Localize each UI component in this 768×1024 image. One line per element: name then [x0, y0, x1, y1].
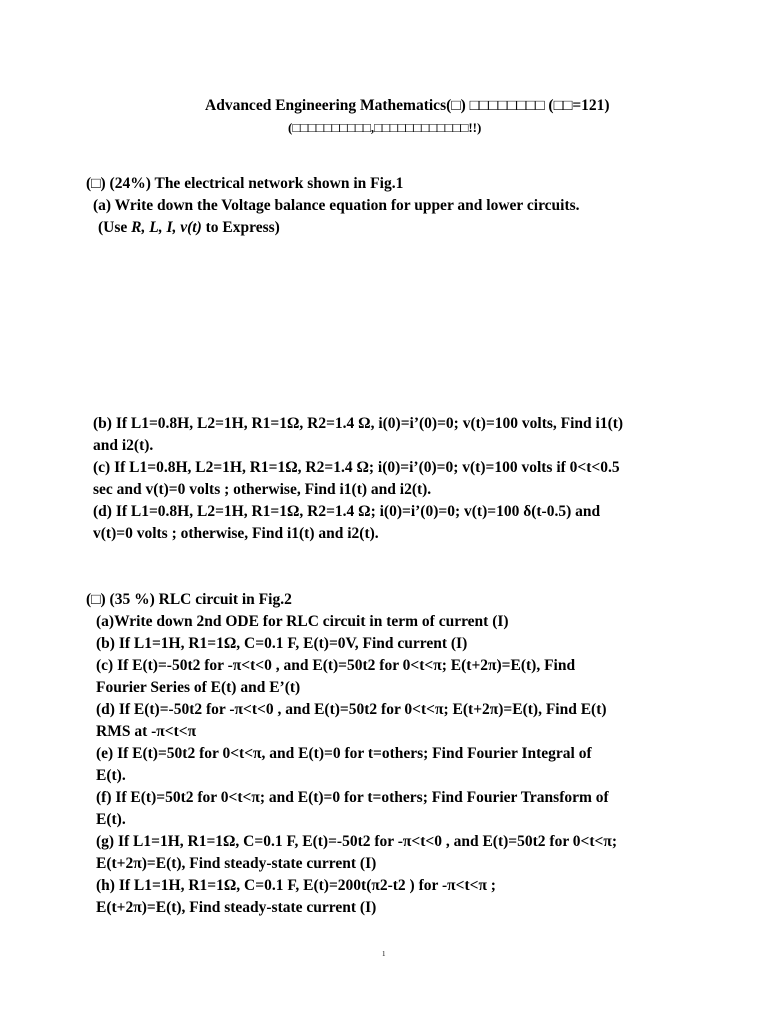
q2-g-line2: E(t+2π)=E(t), Find steady-state current (I): [96, 855, 377, 872]
q2-h-line2: E(t+2π)=E(t), Find steady-state current (I): [96, 899, 377, 916]
q1-d-line1: (d) If L1=0.8H, L2=1H, R1=1Ω, R2=1.4 Ω; i(0)=i’(0)=0; v(t)=100 δ(t-0.5) and: [93, 503, 601, 520]
q2-c-line2: Fourier Series of E(t) and E’(t): [96, 679, 301, 696]
q1-d-line2: v(t)=0 volts ; otherwise, Find i1(t) and i2(t).: [93, 525, 379, 542]
q2-heading: (□) (35 %) RLC circuit in Fig.2: [86, 591, 292, 608]
q2-e-line2: E(t).: [96, 767, 126, 784]
q1-b-line2: and i2(t).: [93, 437, 154, 454]
q1-a-line2: (Use R, L, I, v(t) to Express): [98, 219, 280, 236]
q2-b: (b) If L1=1H, R1=1Ω, C=0.1 F, E(t)=0V, Find current (I): [96, 635, 468, 652]
q2-a: (a)Write down 2nd ODE for RLC circuit in term of current (I): [96, 613, 509, 630]
q2-d-line2: RMS at -π<t<π: [96, 723, 197, 740]
page-number: 1: [382, 950, 386, 958]
q2-g-line1: (g) If L1=1H, R1=1Ω, C=0.1 F, E(t)=-50t2 for -π<t<0 , and E(t)=50t2 for 0<t<π;: [96, 833, 618, 850]
exam-title: Advanced Engineering Mathematics(□) □□□□□□□□ (□□=121): [205, 97, 610, 114]
q2-f-line2: E(t).: [96, 811, 126, 828]
q1-a-line1: (a) Write down the Voltage balance equation for upper and lower circuits.: [93, 197, 580, 214]
q2-f-line1: (f) If E(t)=50t2 for 0<t<π; and E(t)=0 for t=others; Find Fourier Transform of: [96, 789, 609, 806]
exam-note: (□□□□□□□□□□,□□□□□□□□□□□□!!): [288, 120, 482, 135]
q1-heading: (□) (24%) The electrical network shown in Fig.1: [86, 175, 404, 192]
q2-d-line1: (d) If E(t)=-50t2 for -π<t<0 , and E(t)=50t2 for 0<t<π; E(t+2π)=E(t), Find E(t): [96, 701, 607, 718]
q1-b-line1: (b) If L1=0.8H, L2=1H, R1=1Ω, R2=1.4 Ω, i(0)=i’(0)=0; v(t)=100 volts, Find i1(t): [93, 415, 624, 432]
q1-a-vars: R, L, I, v(t): [131, 219, 202, 236]
q1-c-line2: sec and v(t)=0 volts ; otherwise, Find i1(t) and i2(t).: [93, 481, 432, 498]
q2-h-line1: (h) If L1=1H, R1=1Ω, C=0.1 F, E(t)=200t(π2-t2 ) for -π<t<π ;: [96, 877, 496, 894]
q2-e-line1: (e) If E(t)=50t2 for 0<t<π, and E(t)=0 for t=others; Find Fourier Integral of: [96, 745, 592, 762]
q1-c-line1: (c) If L1=0.8H, L2=1H, R1=1Ω, R2=1.4 Ω; i(0)=i’(0)=0; v(t)=100 volts if 0<t<0.5: [93, 459, 620, 476]
q2-c-line1: (c) If E(t)=-50t2 for -π<t<0 , and E(t)=50t2 for 0<t<π; E(t+2π)=E(t), Find: [96, 657, 576, 674]
